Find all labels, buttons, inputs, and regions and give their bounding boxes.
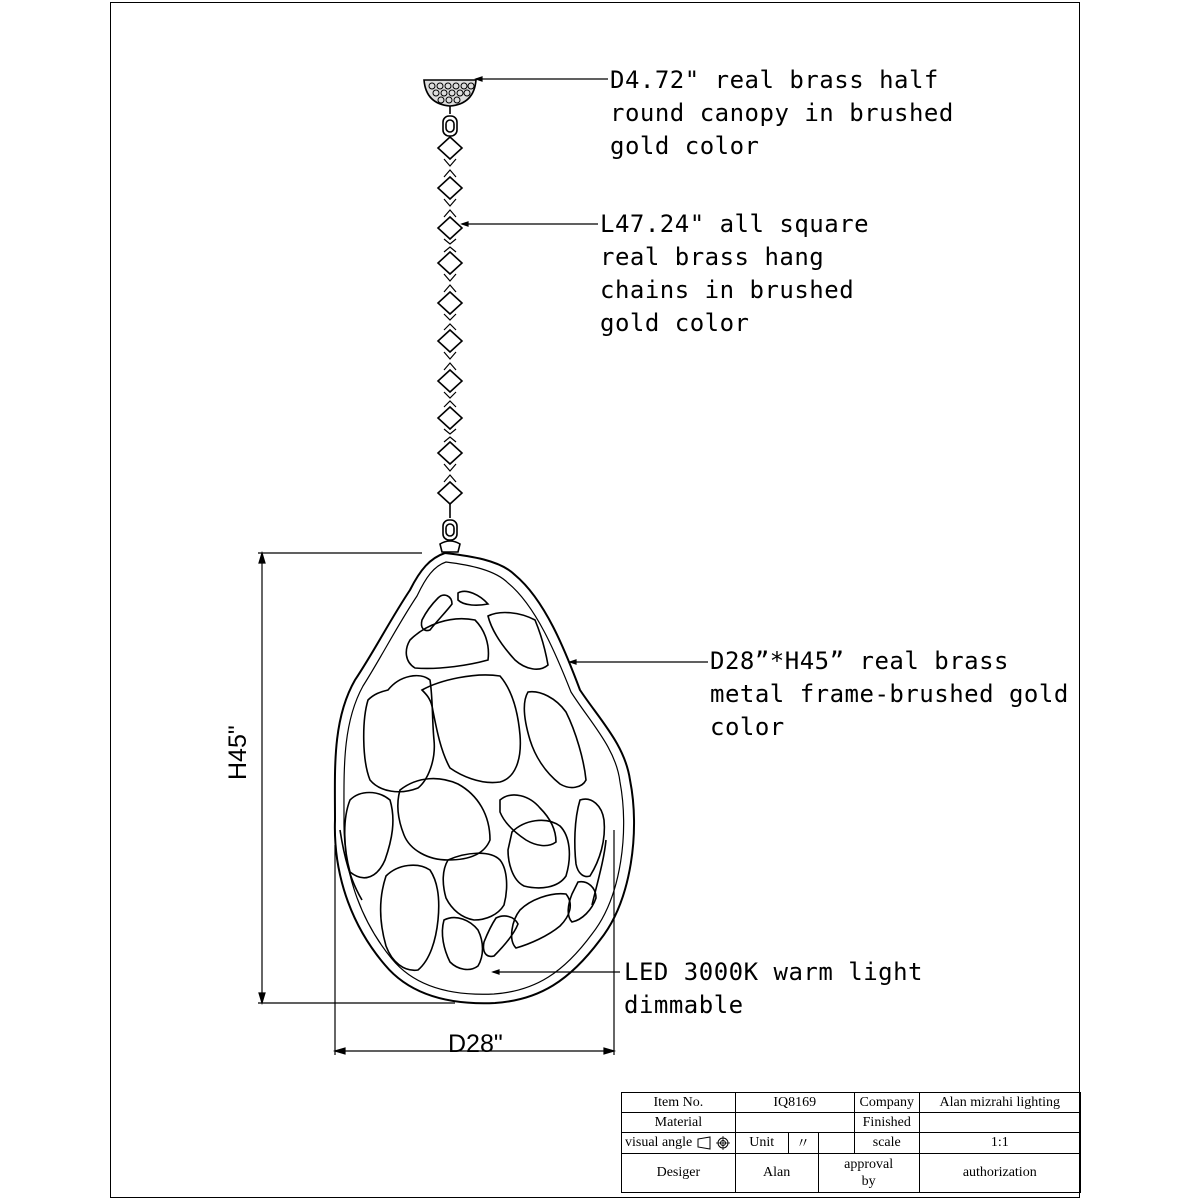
canopy-annotation: D4.72" real brass half round canopy in brushed gold color [610, 66, 954, 160]
top-shackle [443, 106, 457, 136]
bottom-shackle [440, 504, 460, 552]
scale-value: 1:1 [919, 1133, 1080, 1154]
title-block [621, 1092, 1081, 1193]
designer-label: Desiger [622, 1154, 736, 1193]
material-value [735, 1113, 854, 1133]
led-annotation: LED 3000K warm light dimmable [624, 958, 923, 1019]
designer-value: Alan [735, 1154, 818, 1193]
company-value: Alan mizrahi lighting [919, 1093, 1080, 1113]
frame-outline [335, 553, 634, 1003]
projection-symbol-icon [696, 1136, 732, 1150]
chain-annotation: L47.24" all square real brass hang chains in brushed gold color [600, 210, 870, 337]
chain-links [438, 137, 462, 504]
authorization-label: authorization [919, 1154, 1080, 1193]
finished-value [919, 1113, 1080, 1133]
item-no-label: Item No. [622, 1093, 736, 1113]
finished-label: Finished [854, 1113, 919, 1133]
unit-label: Unit [735, 1133, 788, 1154]
approval-label: approval by [818, 1154, 919, 1193]
visual-angle-label [622, 1133, 736, 1154]
scale-label: scale [854, 1133, 919, 1154]
diameter-dimension-label: D28" [448, 1030, 503, 1058]
canopy-shape [424, 80, 476, 106]
height-dimension-label: H45" [224, 725, 252, 780]
spacer-cell [818, 1133, 854, 1154]
visual-angle-text: visual angle [625, 1135, 693, 1150]
material-label: Material [622, 1113, 736, 1133]
company-label: Company [854, 1093, 919, 1113]
unit-value: 〃 [788, 1133, 818, 1154]
frame-openings [340, 591, 606, 970]
frame-annotation: D28”*H45” real brass metal frame-brushed gold color [710, 647, 1069, 741]
frame-inner-outline [344, 562, 624, 994]
item-no-value: IQ8169 [735, 1093, 854, 1113]
